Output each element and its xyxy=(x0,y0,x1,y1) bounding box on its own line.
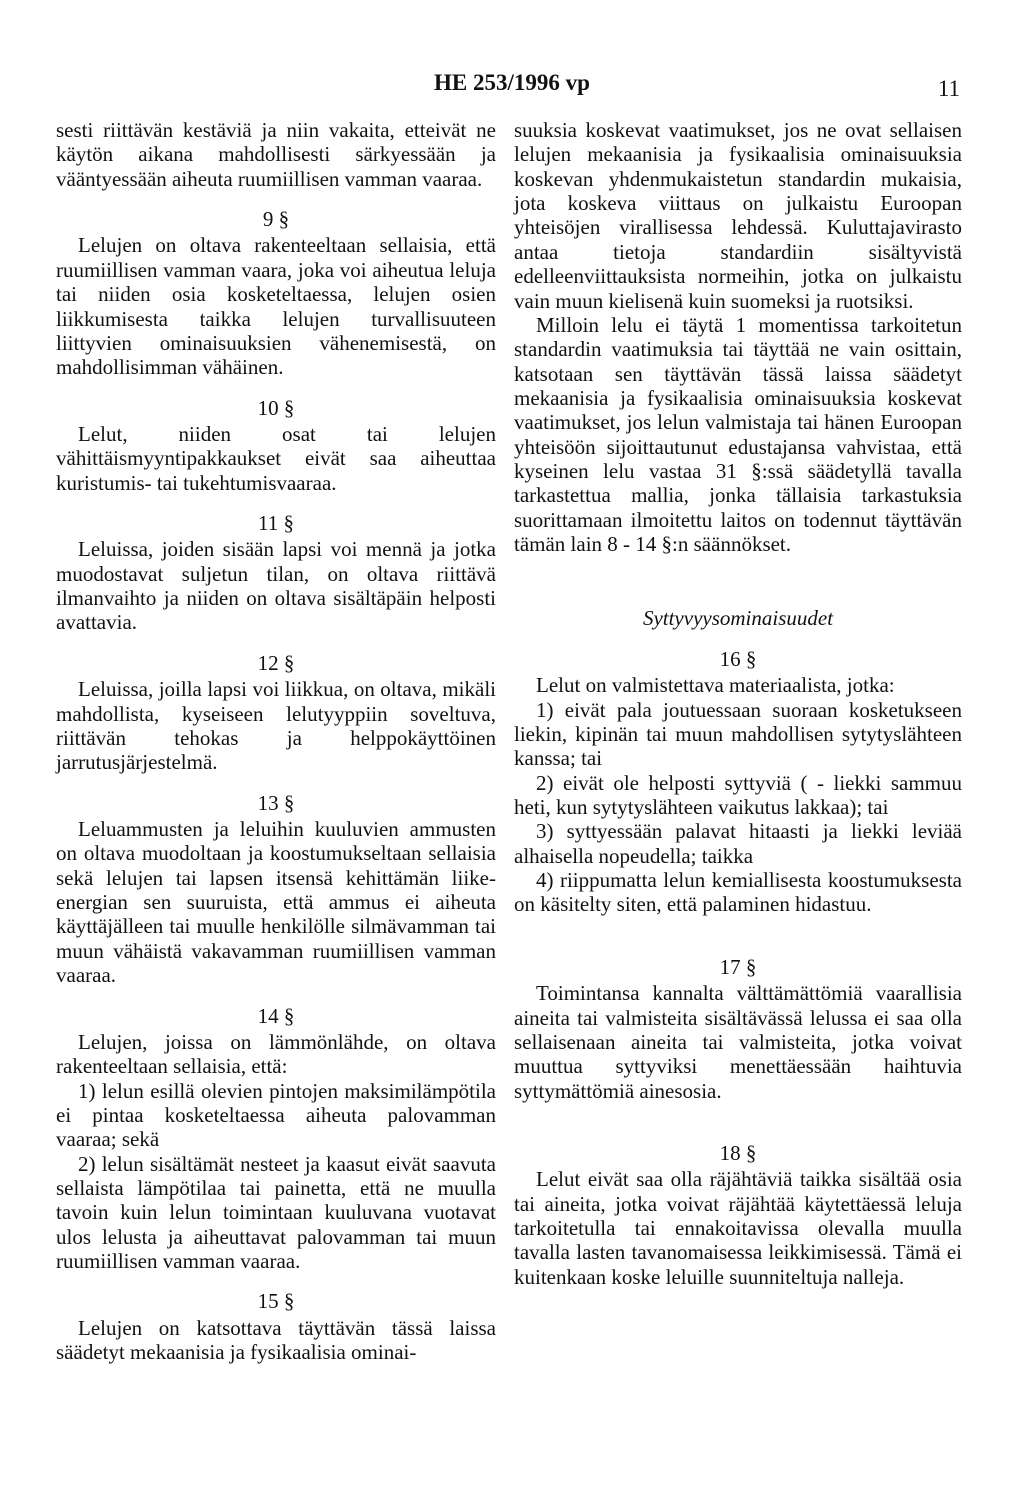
section-13-text: Leluammusten ja leluihin kuuluvien ammusten on oltava muodoltaan ja koostumukseltaan sellaisia sekä lelujen tai lapsen itsensä kehittämän liike-energian sen suuruista, että ammus ei aiheuta käyttäjälleen tai muulle henkilölle silmävamman tai muun vähäistä vakavamman ruumiillisen vamman vaaraa. xyxy=(56,816,496,988)
section-14-item-1: 1) lelun esillä olevien pintojen maksimilämpötila ei pintaa kosketeltaessa aiheuta palovamman vaaraa; sekä xyxy=(56,1078,496,1152)
section-17-text: Toimintansa kannalta välttämättömiä vaarallisia aineita tai valmisteita sisältävässä lelussa ei saa olla sellaisenaan aineita tai valmisteita, jotka voivat muuttua syttyviksi menettäessään haihtuvia syttymättömiä ainesosia. xyxy=(514,981,962,1103)
right-column xyxy=(514,118,962,1289)
page-number: 11 xyxy=(937,76,960,101)
section-12-title: 12 § xyxy=(257,650,295,675)
section-15-continuation: suuksia koskevat vaatimukset, jos ne ovat sellaisen lelujen mekaanisia ja fysikaalisia ominaisuuksia koskevan yhdenmukaistetun standardin mukaisia, jota koskeva viittaus on julkaistu Euroopan yhteisöjen virallisessa lehdessä. Kuluttajavirasto antaa tietoja standardiin sisältyvistä edelleenviittauksista normeihin, jotka on julkaistu vain muun kielisenä kuin suomeksi ja ruotsiksi. xyxy=(514,118,962,313)
section-15-paragraph-2: Milloin lelu ei täytä 1 momentissa tarkoitetun standardin vaatimuksia tai täyttää ne vain osittain, katsotaan sen täyttävän tässä laissa säädetyt mekaanisia ja fysikaalisia ominaisuuksia koskevat vaatimukset, jos lelun valmistaja tai hänen Euroopan yhteisöön sijoittautunut edustajansa vahvistaa, että kyseinen lelu vastaa 31 §:ssä säädetyllä tavalla tarkastettua mallia, jonka tällaisia tarkastuksia suorittamaan ilmoitettu laitos on todennut täyttävän tämän lain 8 - 14 §:n säännökset. xyxy=(514,312,962,557)
section-14-text: Lelujen, joissa on lämmönlähde, on oltava rakenteeltaan sellaisia, että: xyxy=(56,1029,496,1079)
section-14-title: 14 § xyxy=(257,1003,295,1028)
section-10-title: 10 § xyxy=(257,395,295,420)
document-id: HE 253/1996 vp xyxy=(434,70,590,95)
section-16-text: Lelut on valmistettava materiaalista, jotka: xyxy=(536,673,895,698)
section-15-title: 15 § xyxy=(257,1289,295,1314)
section-18-title: 18 § xyxy=(719,1140,757,1165)
section-16-item-4: 4) riippumatta lelun kemiallisesta koostumuksesta on käsitelty siten, että palaminen hidastuu. xyxy=(514,868,962,917)
intro-paragraph: sesti riittävän kestäviä ja niin vakaita, etteivät ne käytön aikana mahdollisesti särkyessään ja vääntyessään aiheuta ruumiillisen vamman vaaraa. xyxy=(56,118,496,191)
section-16-title: 16 § xyxy=(719,646,757,671)
section-9-text: Lelujen on oltava rakenteeltaan sellaisia, että ruumiillisen vamman vaara, joka voi aiheutua leluja tai niiden osia kosketeltaessa, lelujen osien liikkumisesta taikka lelujen turvallisuuteen liittyvien ominaisuuksien vähenemisestä, on mahdollisimman vähäinen. xyxy=(56,233,496,380)
section-11-text: Leluissa, joiden sisään lapsi voi mennä ja jotka muodostavat suljetun tilan, on oltava riittävä ilmanvaihto ja niiden on oltava sisältäpäin helposti avattavia. xyxy=(56,537,496,635)
section-16-item-3: 3) syttyessään palavat hitaasti ja liekki leviää alhaisella nopeudella; taikka xyxy=(514,819,962,868)
section-16-item-2: 2) eivät ole helposti syttyviä ( - liekki sammuu heti, kun sytytyslähteen vaikutus lakkaa); tai xyxy=(514,770,962,819)
page-header xyxy=(0,70,1024,110)
section-17-title: 17 § xyxy=(719,954,757,979)
section-11-title: 11 § xyxy=(258,511,294,536)
section-12-text: Leluissa, joilla lapsi voi liikkua, on oltava, mikäli mahdollista, kyseiseen lelutyyppiin soveltuva, riittävän tehokas ja helppokäyttöinen jarrutusjärjestelmä. xyxy=(56,677,496,775)
left-column xyxy=(56,118,496,1365)
section-13-title: 13 § xyxy=(257,790,295,815)
chapter-heading: Syttyvyysominaisuudet xyxy=(642,606,834,631)
section-10-text: Lelut, niiden osat tai lelujen vähittäismyyntipakkaukset eivät saa aiheuttaa kuristumis- tai tukehtumisvaaraa. xyxy=(56,421,496,495)
section-14-item-2: 2) lelun sisältämät nesteet ja kaasut eivät saavuta sellaista lämpötilaa tai painetta, että ne muulla tavoin kuin lelun toimintaan kuuluvana vuotavat ulos lelusta ja aiheuttavat palovamman tai muun ruumiillisen vamman vaaraa. xyxy=(56,1151,496,1274)
section-16-item-1: 1) eivät pala joutuessaan suoraan kosketukseen liekin, kipinän tai muun mahdollisen sytytyslähteen kanssa; tai xyxy=(514,697,962,771)
section-9-title: 9 § xyxy=(262,207,290,232)
section-18-text: Lelut eivät saa olla räjähtäviä taikka sisältää osia tai aineita, jotka voivat räjähtää käytettäessä leluja tarkoitetulla tai ennakoitavissa olevalla muulla tavalla lasten tavanomaisessa leikkimisessä. Tämä ei kuitenkaan koske leluille suunniteltuja nalleja. xyxy=(514,1167,962,1289)
section-15-text: Lelujen on katsottava täyttävän tässä laissa säädetyt mekaanisia ja fysikaalisia ominai- xyxy=(56,1315,496,1365)
